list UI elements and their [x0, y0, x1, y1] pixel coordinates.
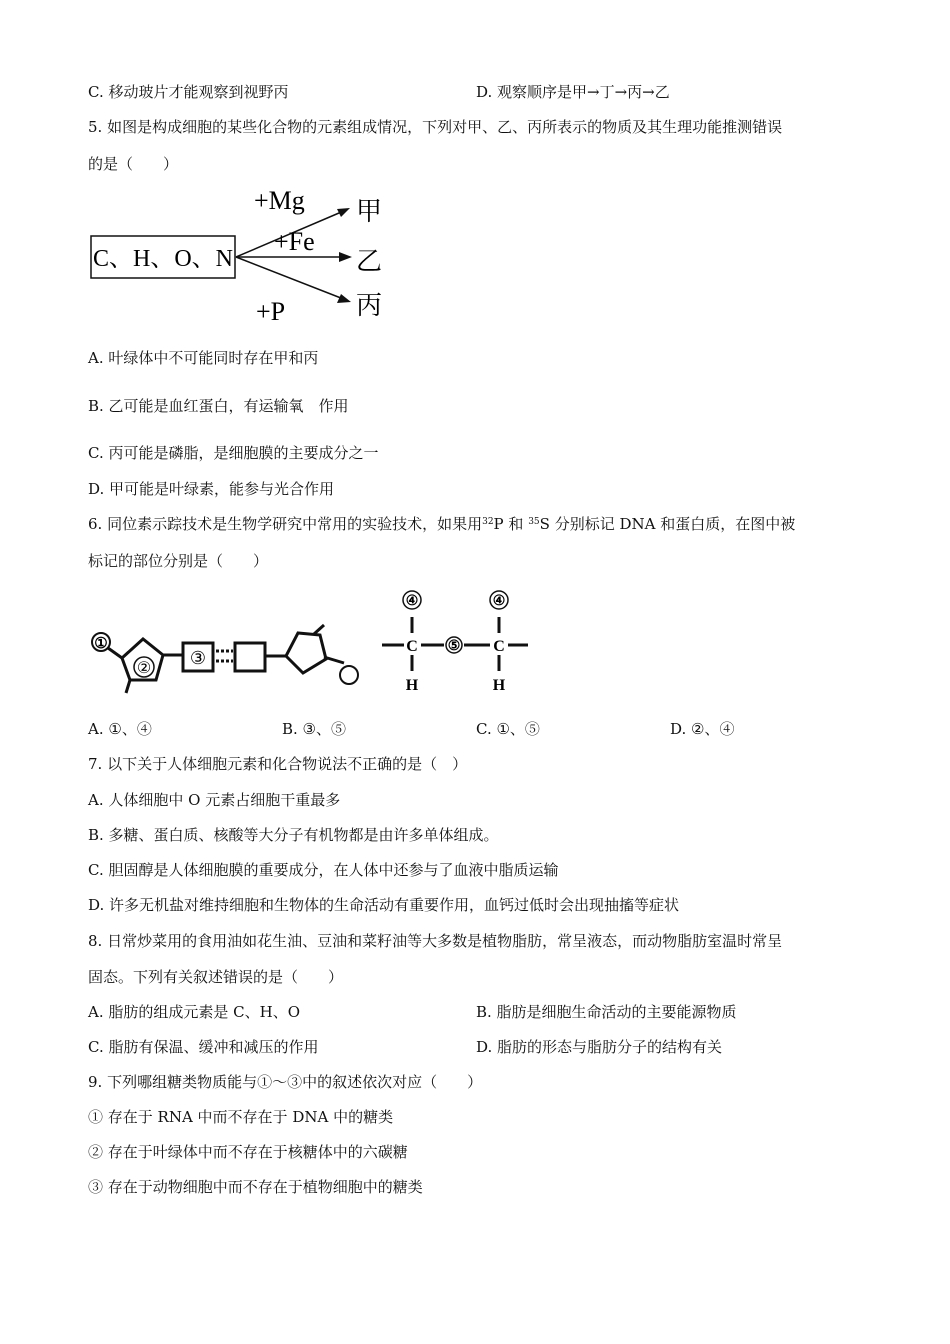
- q9-item-3: ③ 存在于动物细胞中而不存在于植物细胞中的糖类: [88, 1178, 423, 1196]
- label-4b: ④: [492, 594, 506, 609]
- q4-option-c: C. 移动玻片才能观察到视野丙: [88, 83, 289, 101]
- q8-option-a: A. 脂肪的组成元素是 C、H、O: [88, 1003, 300, 1021]
- arrow-head-jia: [337, 208, 350, 217]
- phosphate-circle-2: [340, 666, 358, 684]
- q6-option-a: A. ①、④: [88, 720, 152, 738]
- arrow-label-fe: +Fe: [274, 227, 315, 256]
- q7-option-a: A. 人体细胞中 O 元素占细胞干重最多: [88, 791, 341, 809]
- q7-option-b: B. 多糖、蛋白质、核酸等大分子有机物都是由许多单体组成。: [88, 826, 499, 844]
- atom-c-2: C: [493, 638, 505, 655]
- isotope-35: 35: [528, 517, 540, 527]
- q5-option-b: B. 乙可能是血红蛋白，有运输氧 作用: [88, 397, 349, 415]
- element-box-label: C、H、O、N: [92, 246, 234, 272]
- q5-option-d: D. 甲可能是叶绿素，能参与光合作用: [88, 480, 335, 498]
- q5-stem-line2: 的是（ ）: [88, 155, 179, 173]
- q6-stem-suffix: S 分别标记 DNA 和蛋白质，在图中被: [539, 515, 796, 533]
- q6-option-d: D. ②、④: [670, 720, 735, 738]
- arrow-head-yi: [339, 252, 352, 262]
- q6-option-c: C. ①、⑤: [476, 720, 540, 738]
- label-3: ③: [189, 648, 207, 668]
- isotope-32: 32: [482, 517, 494, 527]
- q9-item-1: ① 存在于 RNA 中而不存在于 DNA 中的糖类: [88, 1108, 394, 1126]
- q6-molecule-diagram: [88, 585, 538, 700]
- q6-stem-line2: 标记的部位分别是（ ）: [88, 552, 269, 570]
- q6-option-b: B. ③、⑤: [282, 720, 347, 738]
- q8-stem-line2: 固态。下列有关叙述错误的是（ ）: [88, 968, 344, 986]
- q9-stem: 9. 下列哪组糖类物质能与①～③中的叙述依次对应（ ）: [88, 1073, 483, 1091]
- q5-element-diagram: [88, 182, 398, 327]
- target-yi: 乙: [356, 247, 383, 276]
- target-jia: 甲: [356, 197, 383, 226]
- q5-stem-line1: 5. 如图是构成细胞的某些化合物的元素组成情况，下列对甲、乙、丙所表示的物质及其生理功能推测错误: [88, 118, 783, 136]
- q8-stem-line1: 8. 日常炒菜用的食用油如花生油、豆油和菜籽油等大多数是植物脂肪，常呈液态，而动物脂肪室温时常呈: [88, 932, 783, 950]
- q8-option-d: D. 脂肪的形态与脂肪分子的结构有关: [476, 1038, 723, 1056]
- q8-option-c: C. 脂肪有保温、缓冲和减压的作用: [88, 1038, 319, 1056]
- label-4a: ④: [405, 594, 419, 609]
- q8-option-b: B. 脂肪是细胞生命活动的主要能源物质: [476, 1003, 737, 1021]
- q7-option-d: D. 许多无机盐对维持细胞和生物体的生命活动有重要作用，血钙过低时会出现抽搐等症状: [88, 896, 680, 914]
- atom-h-2: H: [492, 677, 506, 694]
- label-1: ①: [94, 636, 108, 652]
- q6-element-p: P 和: [493, 515, 524, 533]
- label-2: ②: [136, 660, 152, 677]
- arrow-label-p: +P: [256, 297, 286, 326]
- q6-stem-prefix: 6. 同位素示踪技术是生物学研究中常用的实验技术，如果用: [88, 515, 483, 533]
- atom-c-1: C: [406, 638, 418, 655]
- label-5: ⑤: [447, 639, 461, 654]
- q6-stem-line1: [88, 514, 795, 534]
- pentose-ring-2: [286, 633, 326, 673]
- q9-item-2: ② 存在于叶绿体中而不存在于核糖体中的六碳糖: [88, 1143, 408, 1161]
- target-bing: 丙: [356, 291, 383, 320]
- q5-option-a: A. 叶绿体中不可能同时存在甲和丙: [88, 349, 319, 367]
- q5-option-c: C. 丙可能是磷脂，是细胞膜的主要成分之一: [88, 444, 379, 462]
- arrow-label-mg: +Mg: [254, 186, 305, 215]
- arrow-head-bing: [337, 294, 351, 303]
- q7-stem: 7. 以下关于人体细胞元素和化合物说法不正确的是（ ）: [88, 755, 468, 773]
- q4-option-d: D. 观察顺序是甲→丁→丙→乙: [476, 83, 670, 101]
- base-box-2: [235, 643, 265, 671]
- q7-option-c: C. 胆固醇是人体细胞膜的重要成分，在人体中还参与了血液中脂质运输: [88, 861, 559, 879]
- atom-h-1: H: [405, 677, 419, 694]
